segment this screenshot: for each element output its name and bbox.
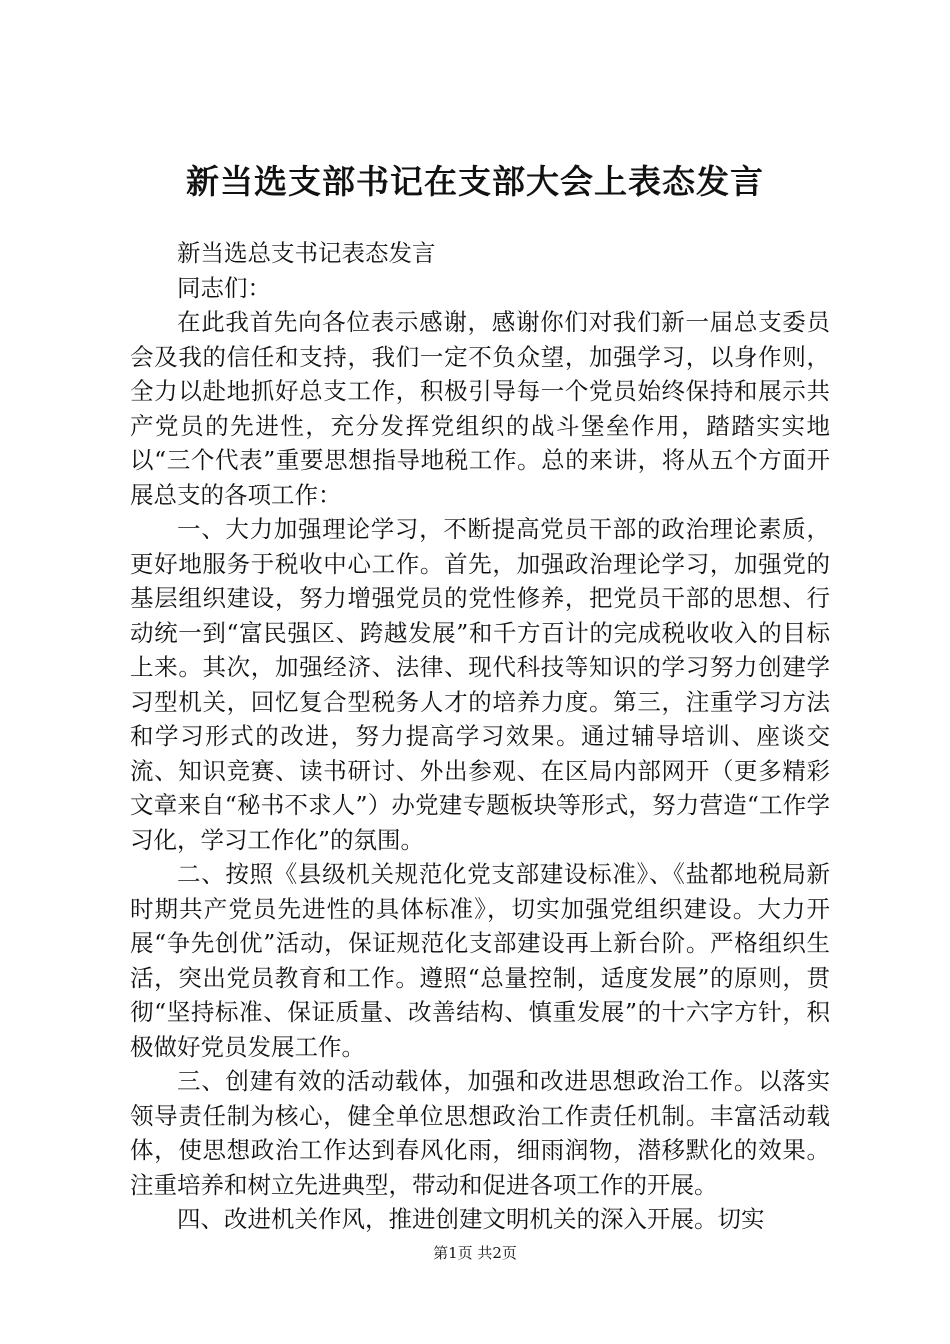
body-paragraph: 四、改进机关作风，推进创建文明机关的深入开展。切实 (177, 1205, 765, 1233)
body-paragraph: 三、创建有效的活动载体，加强和改进思想政治工作。以落实领导责任制为核心，健全单位思想政治工作责任机制。丰富活动载体，使思想政治工作达到春风化雨，细雨润物，潜移默化的效果。注重培养和树立先进典型，带动和促进各项工作的开展。 (130, 1067, 830, 1199)
body-paragraph: 在此我首先向各位表示感谢，感谢你们对我们新一届总支委员会及我的信任和支持，我们一定不负众望，加强学习，以身作则，全力以赴地抓好总支工作，积极引导每一个党员始终保持和展示共产党员的先进性，充分发挥党组织的战斗堡垒作用，踏踏实实地以“三个代表”重要思想指导地税工作。总的来讲，将从五个方面开展总支的各项工作： (130, 308, 830, 509)
page-number-footer: 第1页 共2页 (433, 1244, 517, 1262)
body-paragraph: 二、按照《县级机关规范化党支部建设标准》、《盐都地税局新时期共产党员先进性的具体标准》，切实加强党组织建设。大力开展“争先创优”活动，保证规范化支部建设再上新台阶。严格组织生活，突出党员教育和工作。遵照“总量控制，适度发展”的原则，贯彻“坚持标准、保证质量、改善结构、慎重发展”的十六字方针，积极做好党员发展工作。 (130, 860, 830, 1061)
document-title: 新当选支部书记在支部大会上表态发言 (186, 162, 764, 201)
subtitle-paragraph: 新当选总支书记表态发言 (177, 239, 436, 267)
body-paragraph: 一、大力加强理论学习，不断提高党员干部的政治理论素质，更好地服务于税收中心工作。首先，加强政治理论学习，加强党的基层组织建设，努力增强党员的党性修养，把党员干部的思想、行动统一到“富民强区、跨越发展”和千方百计的完成税收收入的目标上来。其次，加强经济、法律、现代科技等知识的学习努力创建学习型机关，回忆复合型税务人才的培养力度。第三，注重学习方法和学习形式的改进，努力提高学习效果。通过辅导培训、座谈交流、知识竞赛、读书研讨、外出参观、在区局内部网开（更多精彩文章来自“秘书不求人”）办党建专题板块等形式，努力营造“工作学习化，学习工作化”的氛围。 (130, 515, 830, 854)
salutation-paragraph: 同志们： (177, 273, 271, 302)
document-body (130, 236, 830, 1237)
